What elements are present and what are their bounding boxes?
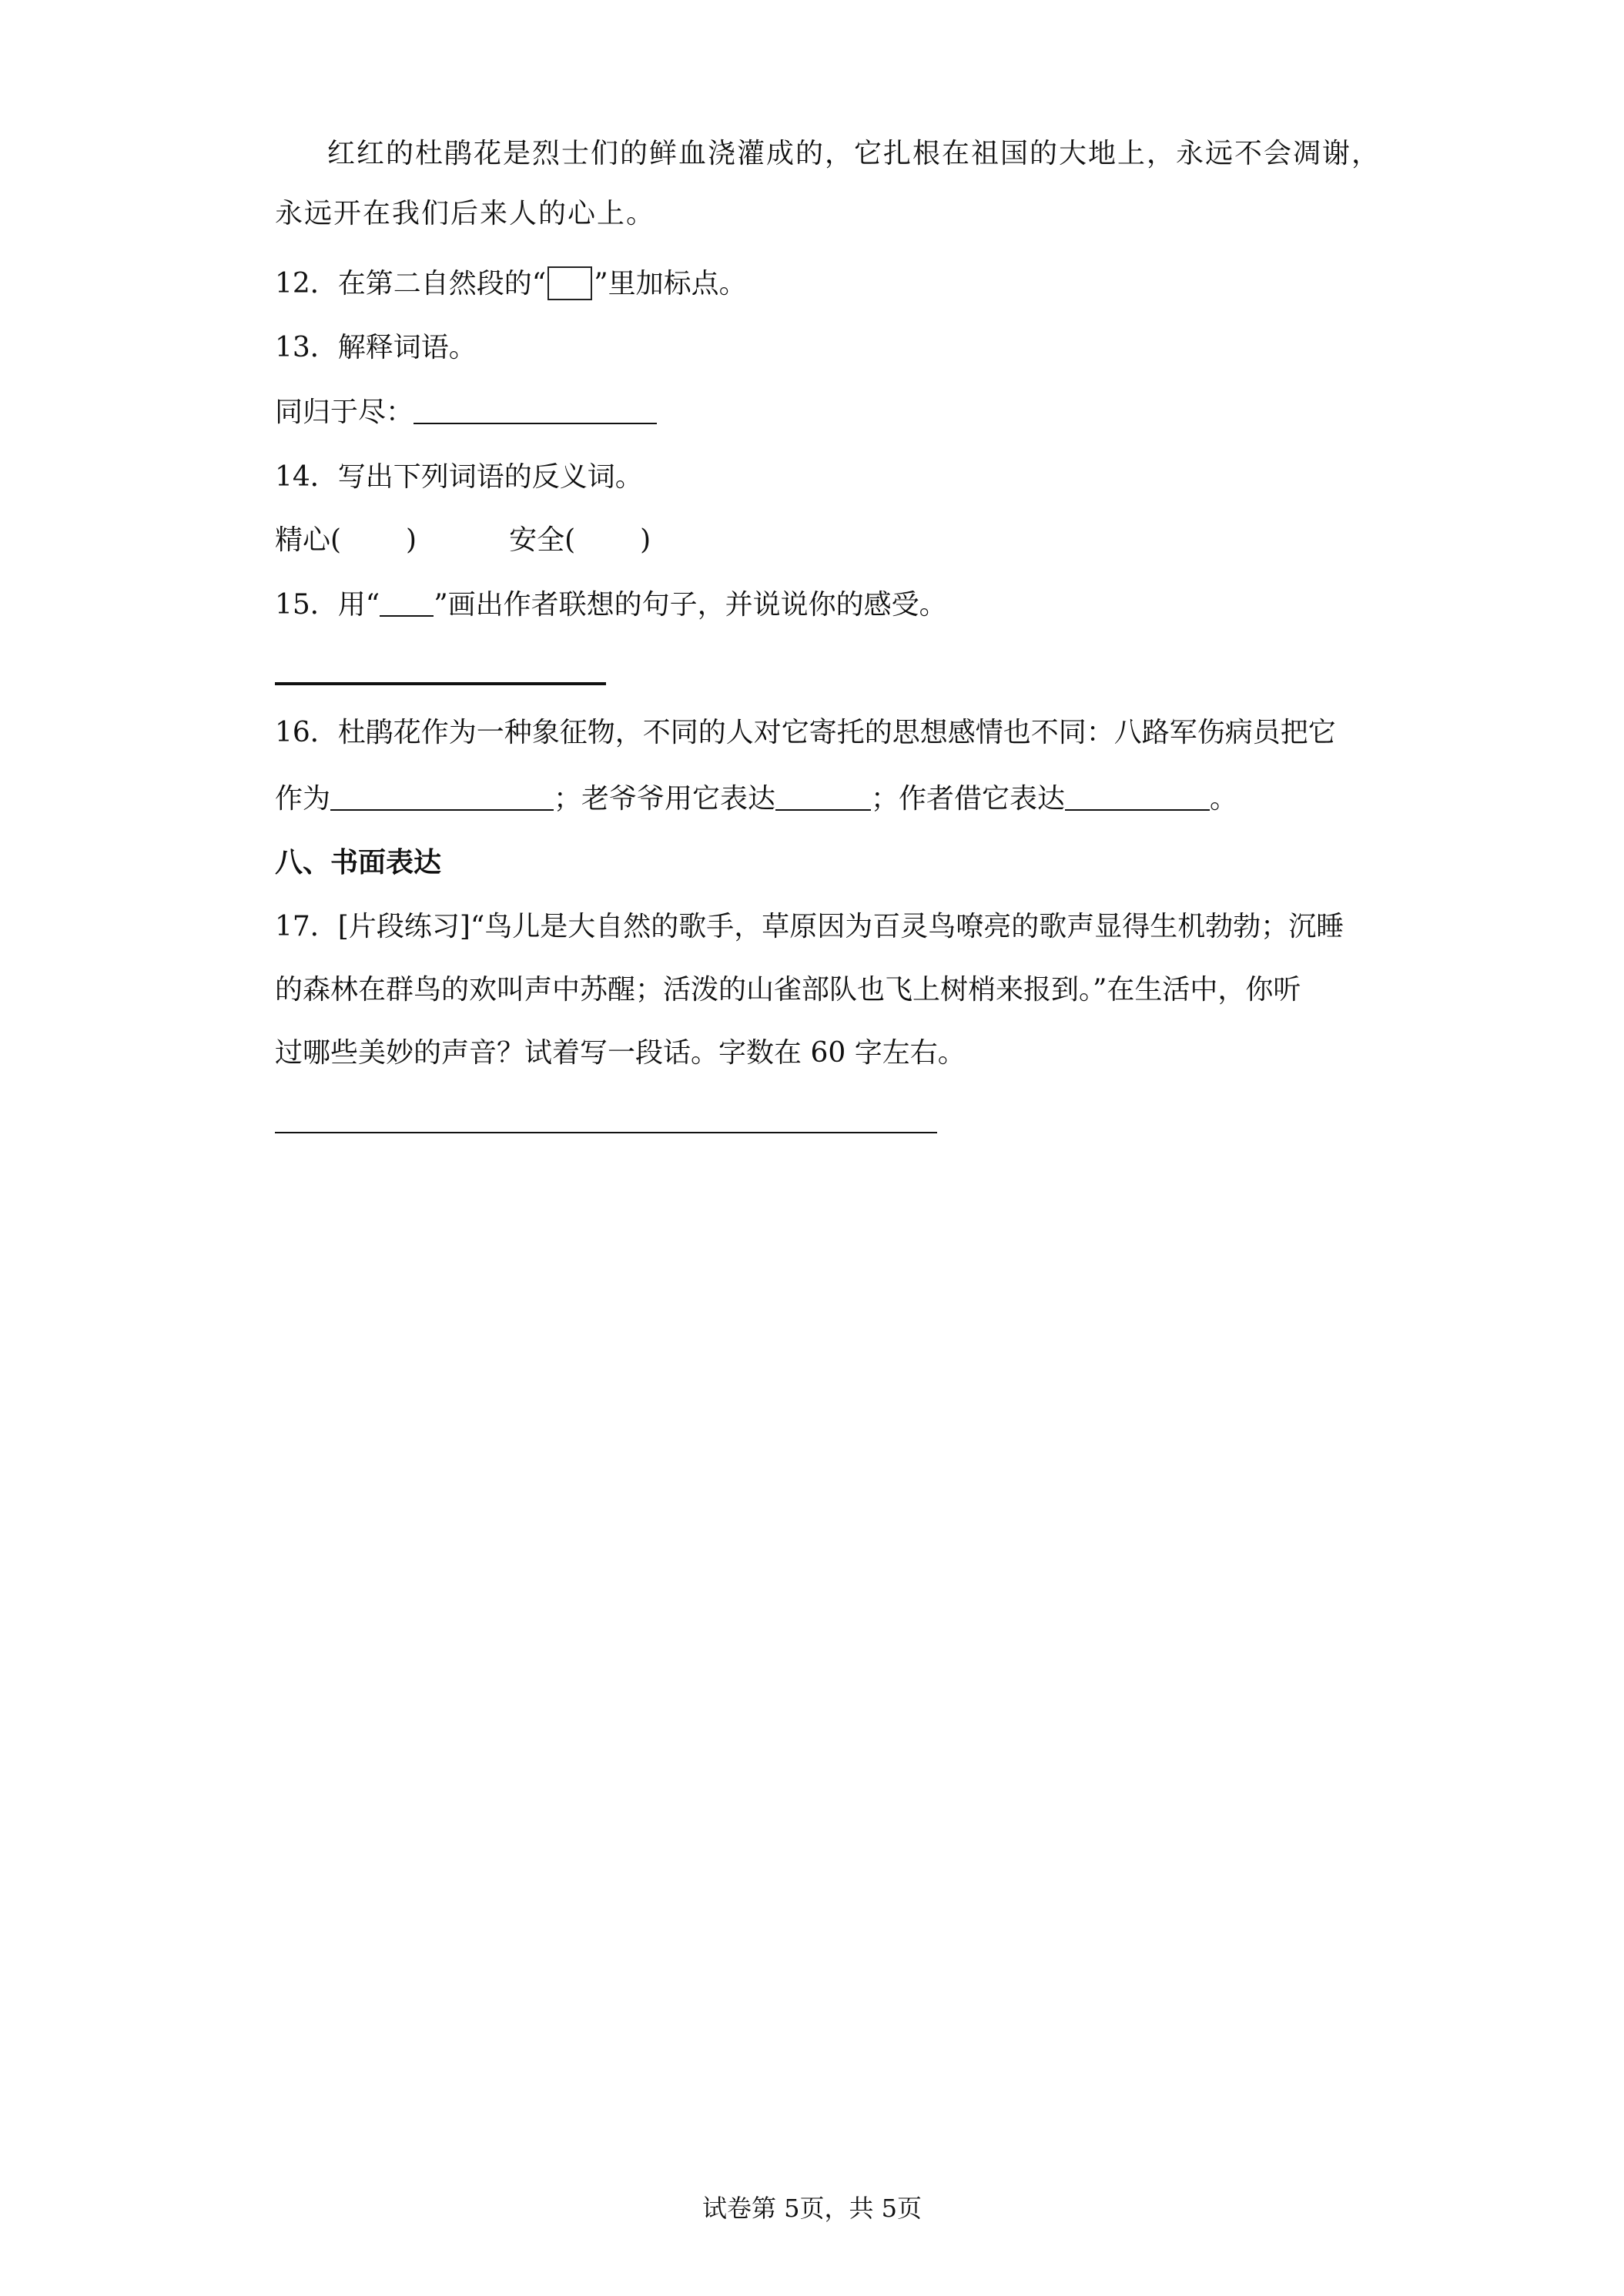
question-12 <box>275 266 747 301</box>
question-12-text-after: ”里加标点。 <box>594 268 747 300</box>
punctuation-box <box>547 266 592 300</box>
question-15-text-after: ”画出作者联想的句子，并说说你的感受。 <box>434 589 947 621</box>
antonym-close-2: ) <box>640 524 651 556</box>
question-16-part-1: 作为 <box>275 783 331 815</box>
question-16-line-2 <box>275 782 1237 816</box>
question-17-line-3: 过哪些美妙的声音？试着写一段话。字数在 60 字左右。 <box>275 1037 966 1069</box>
answer-blank-grandpa[interactable] <box>775 786 871 811</box>
definition-blank[interactable] <box>414 400 657 424</box>
antonym-close-1: ) <box>406 524 417 556</box>
passage-line-1: 红红的杜鹃花是烈士们的鲜血浇灌成的，它扎根在祖国的大地上，永远不会凋谢， <box>327 138 1381 169</box>
question-17-line-1: 17．[片段练习]“鸟儿是大自然的歌手，草原因为百灵鸟嘹亮的歌声显得生机勃勃；沉睡 <box>275 911 1344 942</box>
page-footer: 试卷第 5页，共 5页 <box>702 2194 922 2223</box>
answer-line-17[interactable] <box>275 1132 937 1133</box>
question-15-text-before: 15．用“ <box>275 589 380 621</box>
question-13-term <box>275 396 657 430</box>
underline-sample <box>380 592 434 617</box>
answer-line-15[interactable] <box>275 682 606 685</box>
question-16-line-1: 16．杜鹃花作为一种象征物，不同的人对它寄托的思想感情也不同：八路军伤病员把它 <box>275 717 1336 748</box>
question-15 <box>275 588 947 622</box>
question-17-line-2: 的森林在群鸟的欢叫声中苏醒；活泼的山雀部队也飞上树梢来报到。”在生活中，你听 <box>275 974 1301 1006</box>
question-13: 13．解释词语。 <box>275 332 477 363</box>
question-16-part-2: ；老爷爷用它表达 <box>554 783 776 815</box>
question-16-part-3: ；作者借它表达 <box>871 783 1066 815</box>
term-label: 同归于尽： <box>275 397 414 428</box>
question-16-part-4: 。 <box>1210 783 1238 815</box>
antonym-word-2: 安全( <box>509 524 576 556</box>
answer-blank-soldiers[interactable] <box>330 786 554 811</box>
question-12-text-before: 12．在第二自然段的“ <box>275 268 547 300</box>
antonym-word-1: 精心( <box>275 524 342 556</box>
question-14: 14．写出下列词语的反义词。 <box>275 461 643 493</box>
section-8-title: 八、书面表达 <box>275 846 442 879</box>
passage-line-2: 永远开在我们后来人的心上。 <box>275 198 656 229</box>
question-14-antonyms <box>275 524 651 557</box>
answer-blank-author[interactable] <box>1065 786 1210 811</box>
